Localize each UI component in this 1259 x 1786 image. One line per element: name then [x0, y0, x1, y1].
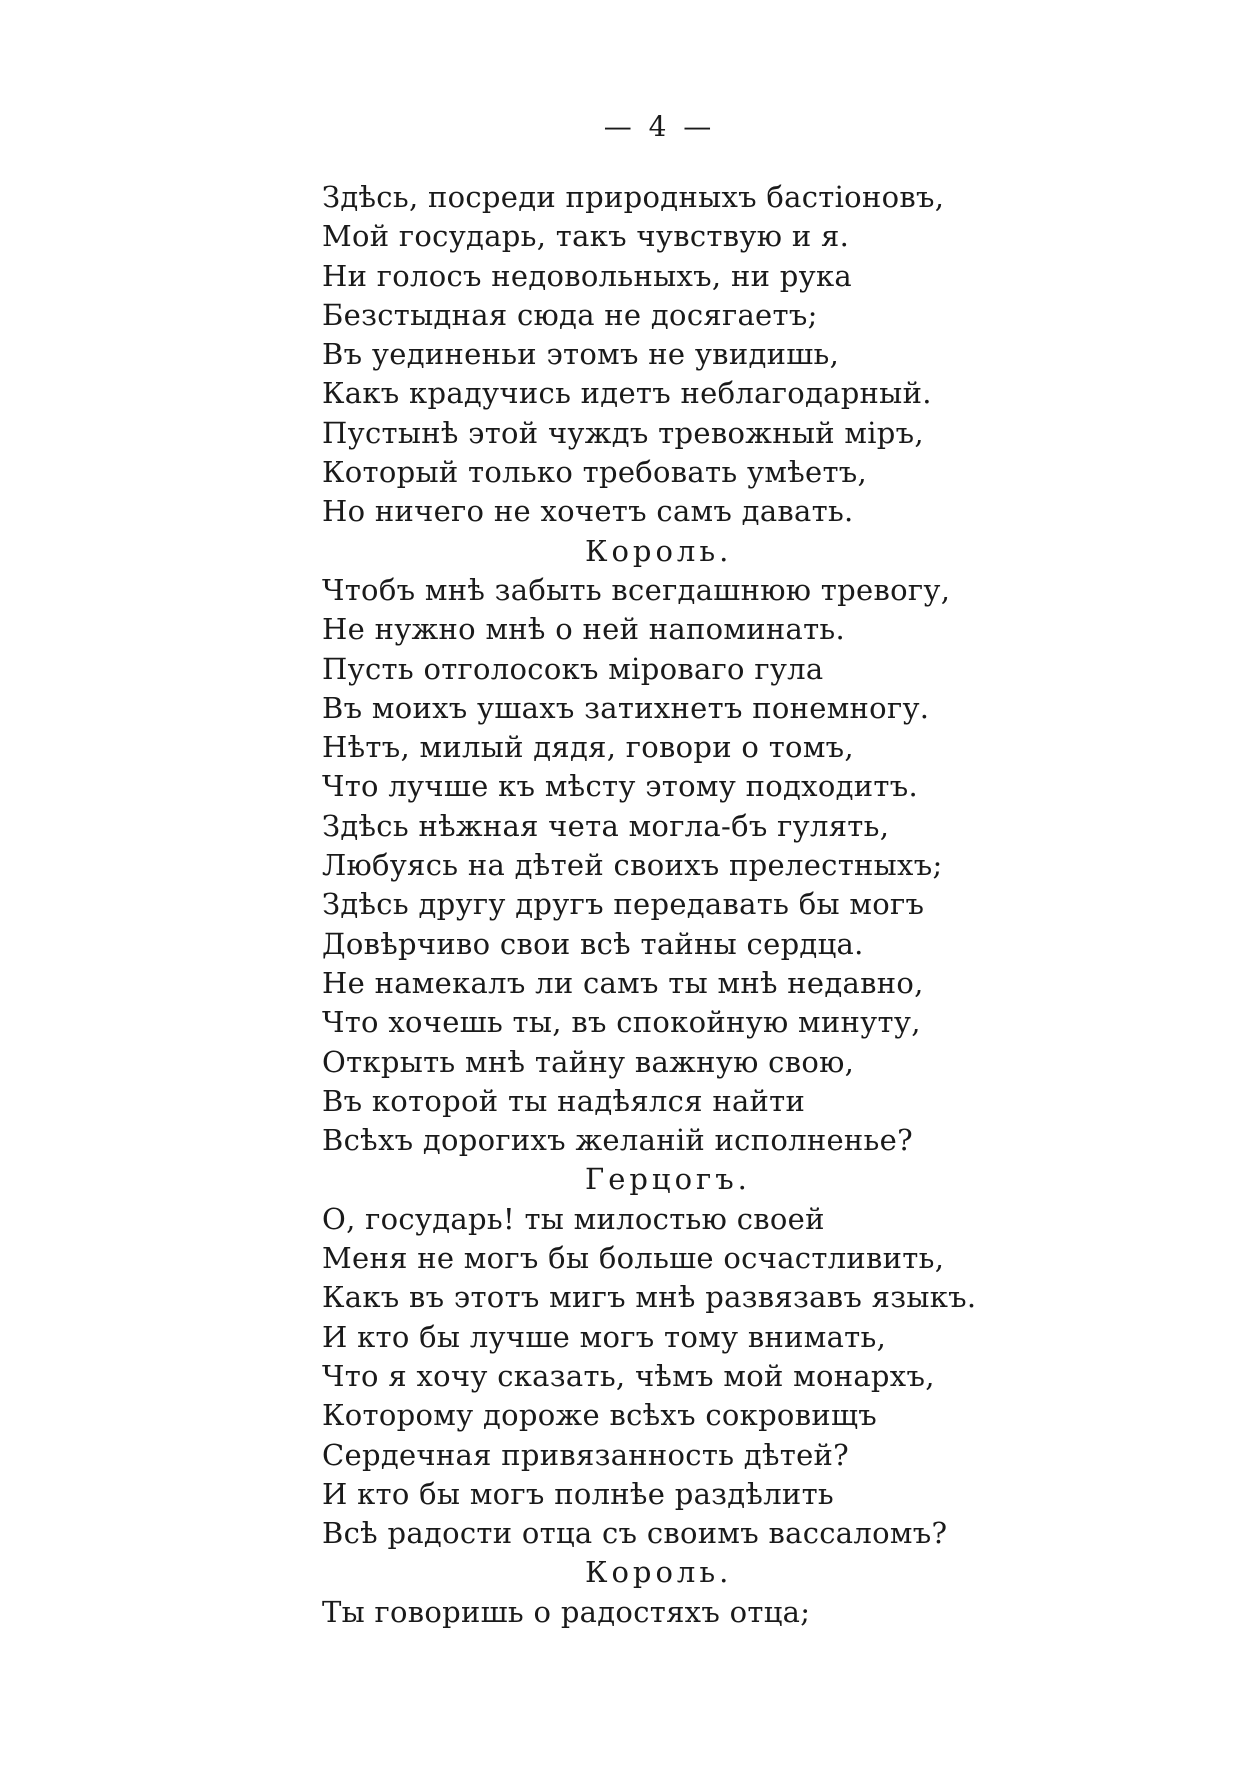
verse-line: Который только требовать умѣетъ, [322, 455, 868, 490]
verse-line: Не намекалъ ли самъ ты мнѣ недавно, [322, 965, 924, 1000]
verse-line: Какъ въ этотъ мигъ мнѣ развязавъ языкъ. [322, 1280, 977, 1315]
verse-line: Что я хочу сказать, чѣмъ мой монархъ, [322, 1358, 935, 1393]
verse-line: Безстыдная сюда не досягаетъ; [322, 297, 818, 332]
verse-line: Ты говоришь о радостяхъ отца; [322, 1594, 811, 1629]
verse-line: Которому дороже всѣхъ сокровищъ [322, 1398, 877, 1433]
verse-line: Сердечная привязанность дѣтей? [322, 1437, 850, 1472]
verse-line: И кто бы лучше могъ тому внимать, [322, 1319, 887, 1354]
verse-line: Пустынѣ этой чуждъ тревожный міръ, [322, 415, 924, 450]
verse-line: Но ничего не хочетъ самъ давать. [322, 494, 854, 529]
verse-line: Что хочешь ты, въ спокойную минуту, [322, 1005, 921, 1040]
verse-line: Въ моихъ ушахъ затихнетъ понемногу. [322, 690, 930, 725]
verse-line: И кто бы могъ полнѣе раздѣлить [322, 1476, 834, 1511]
verse-line: Всѣхъ дорогихъ желаній исполненье? [322, 1123, 913, 1158]
verse-line: Какъ крадучись идетъ неблагодарный. [322, 376, 932, 411]
verse-line: Ни голосъ недовольныхъ, ни рука [322, 258, 852, 293]
verse-line: Въ которой ты надѣялся найти [322, 1083, 806, 1118]
verse-line: Здѣсь нѣжная чета могла-бъ гулять, [322, 808, 890, 843]
verse-line: Не нужно мнѣ о ней напоминать. [322, 612, 846, 647]
verse-line: Что лучше къ мѣсту этому подходитъ. [322, 769, 918, 804]
verse-line: Мой государь, такъ чувствую и я. [322, 219, 850, 254]
verse-line: Здѣсь другу другъ передавать бы могъ [322, 887, 925, 922]
verse-line: Всѣ радости отца съ своимъ вассаломъ? [322, 1516, 948, 1551]
verse-line: Меня не могъ бы больше осчастливить, [322, 1241, 945, 1276]
verse-line: Въ уединеньи этомъ не увидишь, [322, 337, 840, 372]
verse-line: Открыть мнѣ тайну важную свою, [322, 1044, 855, 1079]
verse-line: Нѣтъ, милый дядя, говори о томъ, [322, 730, 854, 765]
verse-line: Любуясь на дѣтей своихъ прелестныхъ; [322, 848, 943, 883]
verse-line: Чтобъ мнѣ забыть всегдашнюю тревогу, [322, 572, 951, 607]
speaker-name: Король. [585, 1555, 733, 1590]
verse-text [322, 178, 1222, 1632]
verse-line: Здѣсь, посреди природныхъ бастіоновъ, [322, 180, 945, 214]
page-number: — 4 — [603, 110, 716, 143]
speaker-name: Король. [585, 533, 733, 568]
verse-line: Пусть отголосокъ міроваго гула [322, 651, 824, 686]
speaker-name: Герцогъ. [585, 1162, 751, 1197]
verse-line: Довѣрчиво свои всѣ тайны сердца. [322, 926, 864, 961]
verse-line: О, государь! ты милостью своей [322, 1201, 825, 1236]
